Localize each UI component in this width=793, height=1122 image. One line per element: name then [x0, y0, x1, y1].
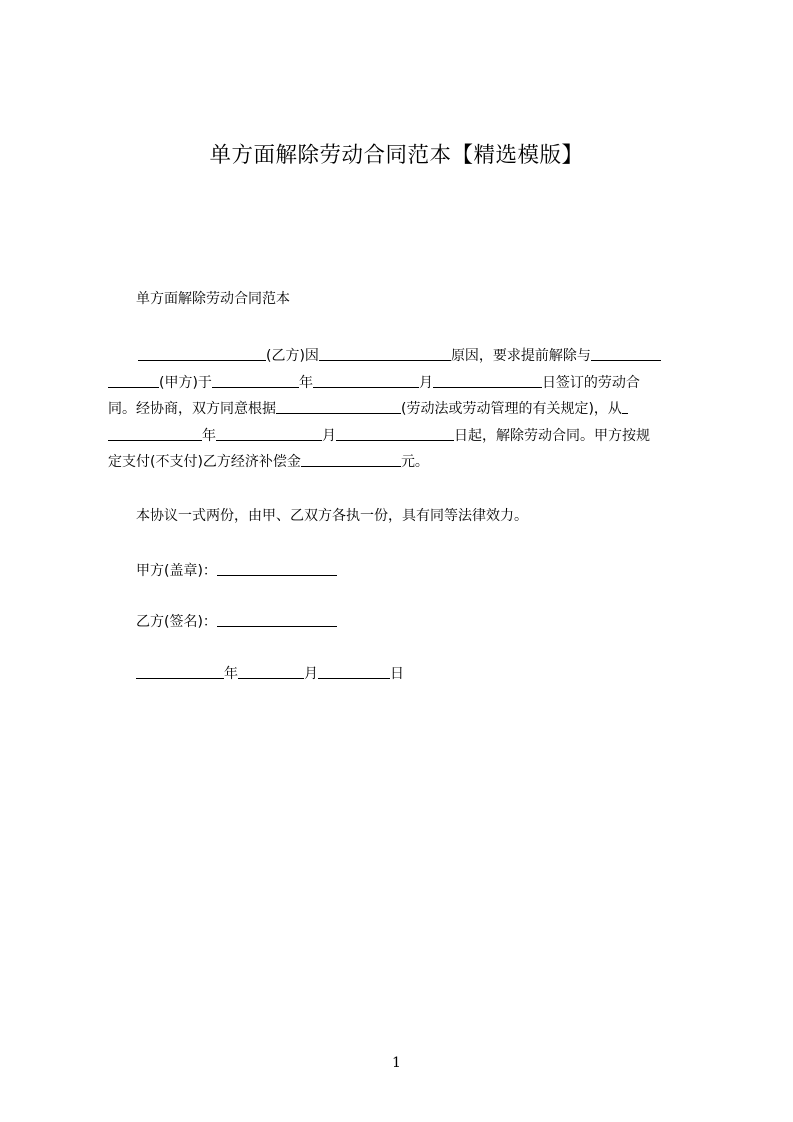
- text-segment: 年: [298, 374, 313, 391]
- body-line-5: [108, 449, 704, 476]
- body-line-2: [108, 370, 704, 397]
- text-segment: (劳动法或劳动管理的有关规定)，从: [401, 401, 622, 417]
- date-month-label: 月: [304, 666, 318, 682]
- blank-compensation-amount[interactable]: [301, 451, 401, 467]
- text-segment: 年: [202, 427, 216, 444]
- document-title: 单方面解除劳动合同范本【精选模版】: [209, 143, 584, 168]
- text-segment: 日起，解除劳动合同。甲方按规: [454, 427, 650, 444]
- blank-effective-day[interactable]: [336, 425, 454, 441]
- blank-party-b-name[interactable]: [138, 345, 266, 361]
- signing-date: [136, 663, 404, 685]
- blank-reason[interactable]: [319, 345, 451, 361]
- body-line-4: [108, 423, 704, 450]
- text-segment: 定支付(不支付)乙方经济补偿金: [108, 454, 301, 470]
- page-number: 1: [392, 1055, 401, 1071]
- blank-legal-basis[interactable]: [276, 398, 401, 414]
- text-segment: 月: [418, 374, 433, 391]
- text-segment: 日签订的劳动合: [541, 374, 640, 391]
- party-b-sign-blank[interactable]: [217, 611, 337, 627]
- blank-party-a-name-start[interactable]: [591, 345, 661, 361]
- party-b-signature: [136, 611, 337, 633]
- blank-party-a-name-end[interactable]: [108, 372, 159, 388]
- document-subheading: 单方面解除劳动合同范本: [136, 291, 290, 307]
- blank-effective-month[interactable]: [216, 425, 322, 441]
- text-segment: 元。: [400, 454, 429, 470]
- text-segment: 原因，要求提前解除与: [450, 348, 591, 364]
- blank-sign-year[interactable]: [212, 372, 299, 388]
- party-b-label: 乙方(签名)：: [136, 614, 217, 630]
- text-segment: (乙方)因: [266, 348, 319, 364]
- body-line-3: [108, 396, 704, 423]
- date-day-label: 日: [390, 666, 404, 682]
- text-segment: (甲方)于: [159, 374, 212, 391]
- date-year-blank[interactable]: [136, 663, 224, 679]
- date-month-blank[interactable]: [238, 663, 304, 679]
- text-segment: 同。经协商，双方同意根据: [108, 401, 276, 417]
- text-segment: 月: [322, 427, 336, 444]
- date-day-blank[interactable]: [318, 663, 390, 679]
- date-year-label: 年: [224, 666, 238, 682]
- contract-body: [108, 343, 704, 476]
- blank-effective-start[interactable]: [622, 398, 628, 414]
- body-line-1: [108, 343, 704, 370]
- party-a-seal-blank[interactable]: [217, 560, 337, 576]
- blank-effective-year[interactable]: [108, 425, 202, 441]
- agreement-clause: 本协议一式两份，由甲、乙双方各执一份，具有同等法律效力。: [136, 508, 528, 524]
- blank-sign-day[interactable]: [433, 372, 542, 388]
- party-a-label: 甲方(盖章)：: [136, 563, 217, 579]
- blank-sign-month[interactable]: [313, 372, 419, 388]
- party-a-signature: [136, 560, 337, 582]
